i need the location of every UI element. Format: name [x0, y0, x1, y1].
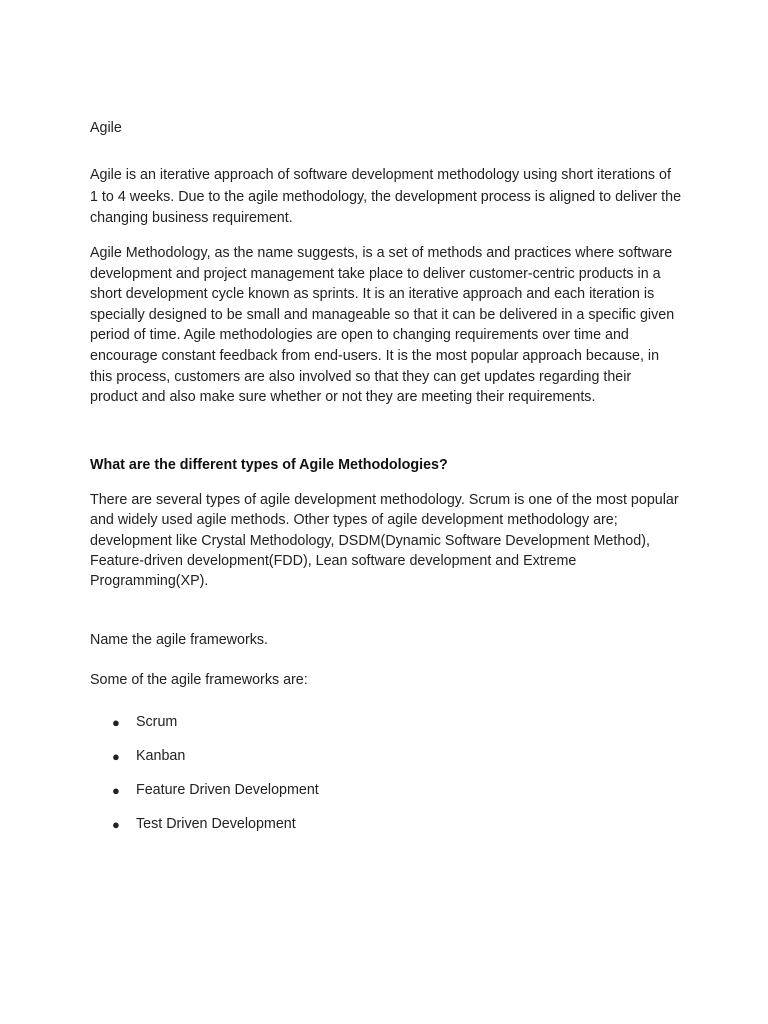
bullet-icon: ●	[112, 783, 120, 798]
list-item	[112, 746, 319, 780]
intro-paragraph: Agile is an iterative approach of software development methodology using short iterations of 1 to 4 weeks. Due to the agile methodology, the development process is aligned to deliver the changing business requirement.	[90, 167, 682, 226]
frameworks-list	[112, 712, 319, 848]
frameworks-intro: Some of the agile frameworks are:	[90, 672, 308, 688]
bullet-icon: ●	[112, 817, 120, 832]
document-title: Agile	[90, 120, 122, 136]
framework-label: Kanban	[136, 748, 186, 764]
framework-label: Test Driven Development	[136, 816, 296, 832]
bullet-icon: ●	[112, 749, 120, 764]
framework-label: Feature Driven Development	[136, 782, 319, 798]
framework-label: Scrum	[136, 714, 178, 730]
section-heading: What are the different types of Agile Methodologies?	[90, 457, 448, 473]
list-item	[112, 712, 319, 746]
methodology-paragraph: Agile Methodology, as the name suggests, is a set of methods and practices where software development and project management take place to deliver customer-centric products in a short development cycle known as sprints. It is an iterative approach and each iteration is specially designed to be small and manageable so that it can be delivered in a specific given period of time. Agile methodologies are open to changing requirements over time and encourage constant feedback from end-users. It is the most popular approach because, in this process, customers are also involved so that they can get updates regarding their product and also make sure whether or not they are meeting their requirements.	[90, 245, 675, 406]
frameworks-question: Name the agile frameworks.	[90, 632, 268, 648]
bullet-icon: ●	[112, 715, 120, 730]
list-item	[112, 814, 319, 848]
list-item	[112, 780, 319, 814]
types-paragraph: There are several types of agile development methodology. Scrum is one of the most popular and widely used agile methods. Other types of agile development methodology are; development like Crystal Methodology, DSDM(Dynamic Software Development Method), Feature-driven development(FDD), Lean software development and Extreme Programming(XP).	[90, 492, 679, 590]
